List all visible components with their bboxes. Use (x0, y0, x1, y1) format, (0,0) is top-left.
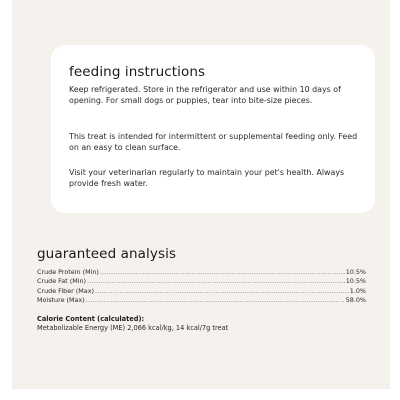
analysis-row (37, 277, 366, 286)
analysis-row-label: Moisture (Max) (37, 296, 85, 305)
analysis-row (37, 287, 366, 296)
guaranteed-analysis-title: guaranteed analysis (37, 246, 177, 262)
analysis-row (37, 268, 366, 277)
dot-leader (86, 296, 345, 305)
calorie-content-value: Metabolizable Energy (ME) 2,066 kcal/kg, 14 kcal/7g treat (37, 324, 229, 332)
dot-leader (95, 287, 349, 296)
feeding-paragraph-usage: This treat is intended for intermittent or supplemental feeding only. Feed on an easy to clean surface. (69, 132, 358, 152)
analysis-row-label: Crude Protein (Min) (37, 268, 99, 276)
analysis-row-value: 10.5% (345, 268, 366, 276)
dot-leader (87, 277, 345, 286)
feeding-instructions-card (51, 45, 375, 213)
feeding-paragraph-health: Visit your veterinarian regularly to maintain your pet's health. Always provide fresh water. (69, 168, 345, 188)
analysis-row (37, 296, 366, 305)
analysis-row-value: 58.0% (345, 296, 366, 305)
dot-leader (100, 268, 345, 277)
analysis-row-value: 1.0% (349, 286, 366, 295)
analysis-row-value: 10.5% (345, 277, 366, 286)
calorie-content-heading: Calorie Content (calculated): (37, 315, 145, 323)
feeding-paragraph-storage: Keep refrigerated. Store in the refrigerator and use within 10 days of opening. For small dogs or puppies, tear into bite-size pieces. (69, 85, 341, 105)
analysis-row-label: Crude Fiber (Max) (37, 286, 94, 295)
feeding-instructions-title: feeding instructions (69, 64, 206, 80)
guaranteed-analysis-table (37, 268, 366, 306)
analysis-row-label: Crude Fat (Min) (37, 277, 87, 286)
